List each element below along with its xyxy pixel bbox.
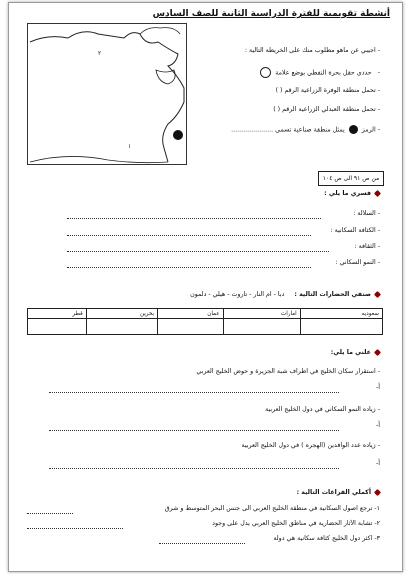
bullet-icon (374, 348, 381, 355)
map-question-4: - الرمز يمثل منطقة صناعية تسمى ..................... (231, 126, 380, 134)
worksheet-page (8, 2, 403, 572)
explain-item: - الكثافة السكانية : (330, 227, 380, 234)
explain-item: - السلالة : (353, 210, 380, 217)
classify-heading: صنفي الحضارات التالية : دبا - ام النار - تاروت - هيلي - دلمون (190, 291, 380, 298)
reason-item: - زياده النمو السكاني في دول الخليج العربية (265, 406, 380, 413)
reason-item: - زياده عدد الوافدين (الهجره ) في دول الخليج العربية (241, 442, 380, 449)
table-cell[interactable] (86, 319, 157, 335)
map-question-1: - حددي حقل بحرة النفطي بوضع علامة (258, 67, 380, 78)
civilizations-list: دبا - ام النار - تاروت - هيلي - دلمون (190, 291, 285, 298)
page-reference-box: من ص ٩١ الى ص ١٠٤ (318, 171, 384, 186)
table-header-cell: عمان (158, 309, 224, 319)
civilizations-table (27, 308, 383, 335)
explain-item: - الثقافة : (354, 243, 380, 250)
explain-item: - النمو السكاني : (335, 259, 380, 266)
answer-prefix: أ- (375, 460, 380, 467)
answer-line[interactable] (67, 235, 311, 236)
answer-line[interactable] (67, 251, 329, 252)
map-question-3: - تحمل منطقة العبدلي الزراعية الرقم ( ) (273, 106, 380, 113)
map-label-1: ١ (128, 144, 132, 150)
answer-prefix: أ- (375, 422, 380, 429)
page-title: أنشطة تقويمية للفترة الدراسية الثانية للصف السادس (152, 9, 390, 19)
fill-heading: أكملي الفراغات التالية : (297, 489, 380, 496)
reasons-heading: علني ما يلي: (331, 349, 380, 356)
answer-line[interactable] (49, 392, 339, 393)
bullet-icon (374, 189, 381, 196)
empty-circle-icon (260, 67, 271, 78)
table-cell[interactable] (28, 319, 87, 335)
reason-item: - استقرار سكان الخليج في اطراف شبة الجزيرة و حوض الخليج العربي (196, 368, 380, 375)
industrial-area-marker (173, 130, 183, 140)
fill-item: ٢- تشابة الآثار الحضارية في مناطق الخليج العربي يدل على وجود (212, 520, 380, 527)
fill-item: ٣- اكثر دول الخليج كثافة سكانية هي دولة (273, 535, 380, 542)
table-cell[interactable] (158, 319, 224, 335)
table-header-cell: سعوديه (300, 309, 382, 319)
filled-circle-icon (349, 125, 358, 134)
kuwait-map (27, 23, 187, 165)
map-outline (28, 24, 186, 164)
map-questions-intro: - اجيبي عن ماهو مطلوب منك على الخريطة التالية : (244, 47, 380, 54)
table-row (28, 319, 383, 335)
answer-prefix: أ- (375, 384, 380, 391)
map-label-2: ٢ (98, 51, 102, 57)
answer-line[interactable] (27, 528, 123, 529)
table-header-cell: بحرين (86, 309, 157, 319)
bullet-icon (374, 488, 381, 495)
table-header-row (28, 309, 383, 319)
table-header-cell: قطر (28, 309, 87, 319)
answer-line[interactable] (67, 218, 321, 219)
answer-line[interactable] (159, 543, 245, 544)
fill-item: ١- ترجع اصول السكانية في منطقة الخليج العربي الى جنس البحر المتوسط و شرق (164, 505, 380, 512)
answer-line[interactable] (49, 430, 339, 431)
table-cell[interactable] (300, 319, 382, 335)
answer-line[interactable] (49, 468, 339, 469)
table-cell[interactable] (223, 319, 300, 335)
answer-line[interactable] (27, 513, 73, 514)
bullet-icon (374, 290, 381, 297)
map-question-2: - تحمل منطقة الوفرة الزراعية الرقم ( ) (275, 87, 380, 94)
table-header-cell: امارات (223, 309, 300, 319)
answer-line[interactable] (67, 267, 311, 268)
explain-heading: فسري ما يلي : (324, 190, 380, 197)
